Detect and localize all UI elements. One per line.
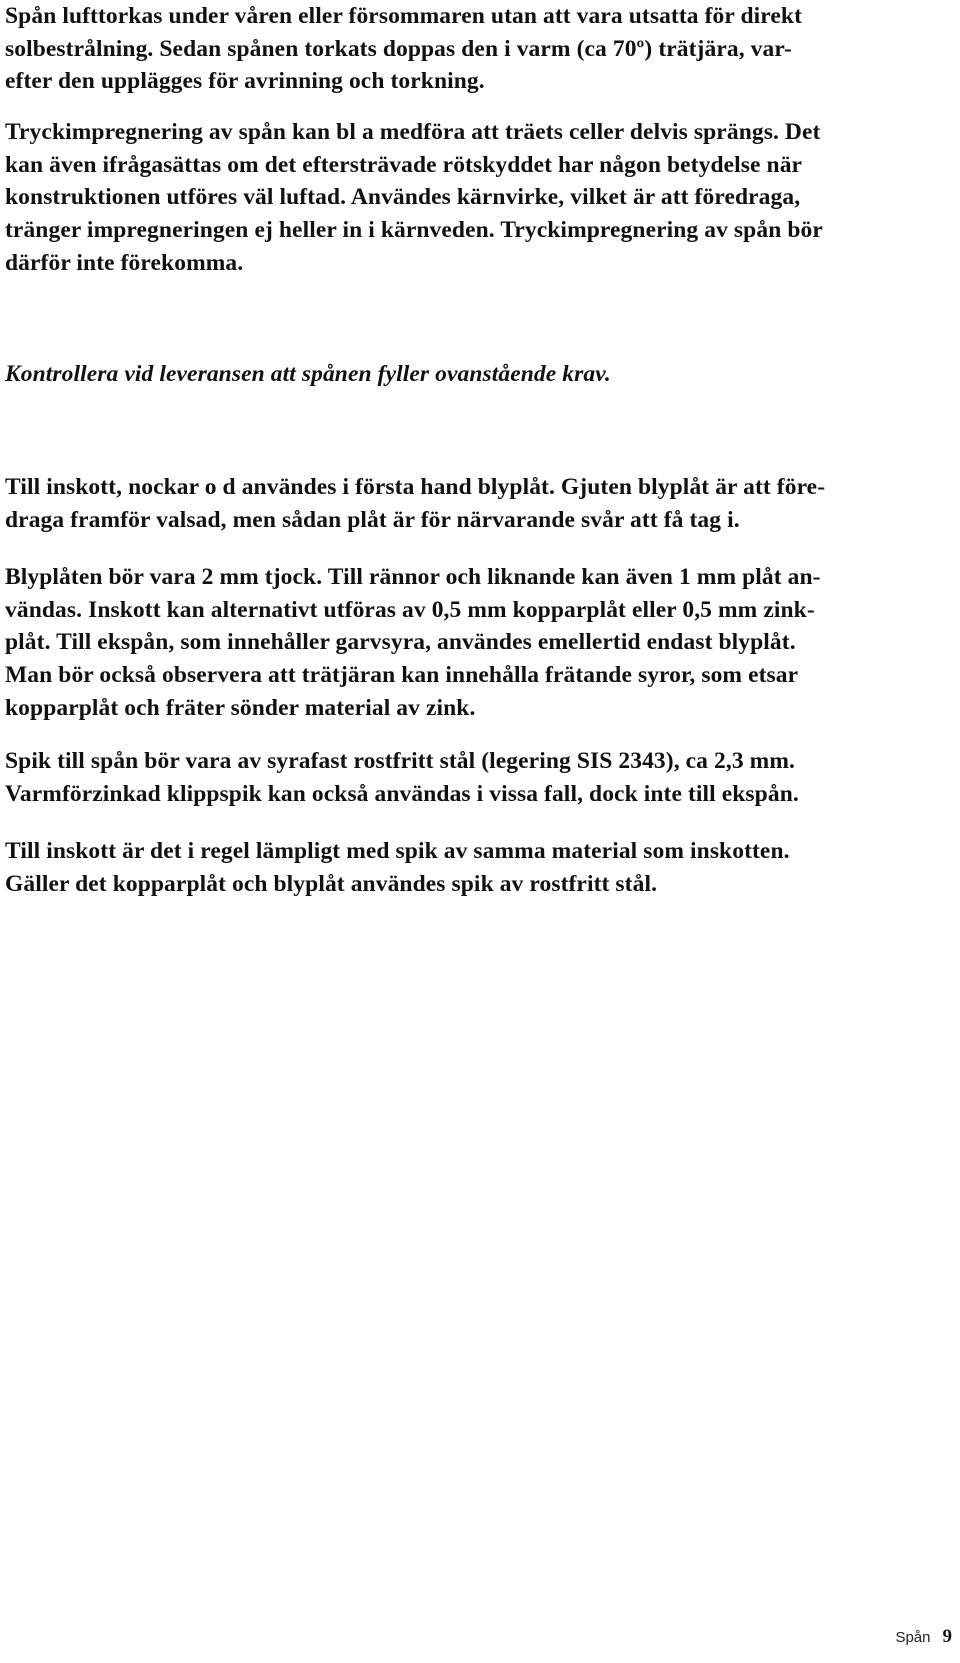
text-line: Tryckimpregnering av spån kan bl a medföra att träets celler delvis sprängs. Det	[5, 119, 821, 145]
text-line: efter den upplägges för avrinning och torkning.	[5, 68, 485, 95]
text-line: Gäller det kopparplåt och blyplåt användes spik av rostfritt stål.	[5, 870, 658, 897]
text-line: tränger impregneringen ej heller in i kärnveden. Tryckimpregnering av spån bör	[5, 217, 823, 244]
text-line: kopparplåt och fräter sönder material av zink.	[5, 694, 476, 721]
text-line: draga framför valsad, men sådan plåt är för närvarande svår att få tag i.	[5, 506, 740, 533]
text-line: därför inte förekomma.	[5, 249, 244, 276]
paragraph-delivery-check	[5, 358, 950, 391]
text-line: kan även ifrågasättas om det eftersträvade rötskyddet har någon betydelse när	[5, 151, 803, 178]
paragraph-inskott-nails	[5, 835, 950, 900]
page-footer	[895, 1626, 952, 1656]
text-line: Spån lufttorkas under våren eller försommaren utan att vara utsatta för direkt	[5, 3, 802, 29]
text-line: plåt. Till ekspån, som innehåller garvsyra, användes emellertid endast blyplåt.	[5, 629, 796, 656]
text-line: Man bör också observera att trätjäran kan innehålla frätande syror, som etsar	[5, 662, 799, 689]
text-line: Kontrollera vid leveransen att spånen fyller ovanstående krav.	[5, 361, 611, 387]
text-line: Spik till spån bör vara av syrafast rostfritt stål (legering SIS 2343), ca 2,3 mm.	[5, 748, 795, 774]
text-line: konstruktionen utföres väl luftad. Användes kärnvirke, vilket är att föredraga,	[5, 184, 801, 211]
text-line: Till inskott är det i regel lämpligt med spik av samma material som inskotten.	[5, 838, 790, 864]
text-line: Varmförzinkad klippspik kan också användas i vissa fall, dock inte till ekspån.	[5, 780, 799, 807]
paragraph-lead-sheet	[5, 471, 950, 536]
footer-section-label: Spån	[895, 1629, 931, 1646]
page-number: 9	[942, 1626, 952, 1647]
paragraph-sheet-thickness	[5, 561, 950, 725]
text-line: Till inskott, nockar o d användes i första hand blyplåt. Gjuten blyplåt är att före-	[5, 474, 826, 500]
text-line: vändas. Inskott kan alternativt utföras av 0,5 mm kopparplåt eller 0,5 mm zink-	[5, 596, 815, 623]
paragraph-drying	[5, 0, 950, 98]
paragraph-nails	[5, 745, 950, 810]
text-line: solbestrålning. Sedan spånen torkats doppas den i varm (ca 70º) trätjära, var-	[5, 35, 792, 62]
paragraph-pressure-impregnation	[5, 116, 950, 280]
text-line: Blyplåten bör vara 2 mm tjock. Till rännor och liknande kan även 1 mm plåt an-	[5, 564, 821, 590]
